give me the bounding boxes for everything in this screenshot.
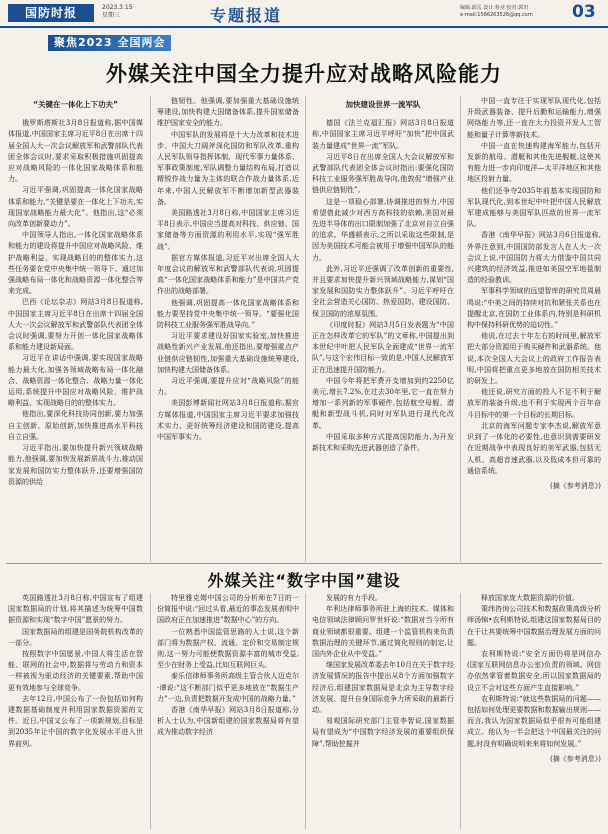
paragraph: 习近平要求建设好国家实验室,加快推进战略性新兴产业发展,他还指出,要增强重点产业链供应链韧性,加强重大基础设施统筹建设,加快构建大国储备体系。 (157, 332, 299, 374)
paragraph: 他们还争夺2035年前基本实现国防和军队现代化,到本世纪中叶把中国人民解放军建成能够与美国军队匹敌的世界一流军队。 (467, 186, 601, 229)
main-headline: 外媒关注中国全力提升应对战略风险能力 (106, 62, 502, 86)
paragraph: 军事科学领域的远望智库的研究员周晨鸣说:“中美之间的持续对抗和紧张关系也在提醒北京,在国防工业体系内,特别是科研机构中保持科研优势的迫切性。” (467, 287, 601, 330)
paragraph: 农利斯特说:“安全方面仍将是网信办(国家互联网信息办公室)负责的领域。网信办依然掌管着数据安全,所以国家数据局的设立不会对这些方面产生直接影响。” (467, 650, 601, 692)
paragraphs (157, 593, 299, 739)
paragraph: 习近平在讲话中强调,要实现国家战略能力最大化,加强各领域战略布局一体化融合、战略资源一体化整合、战略力量一体化运用,系统提升中国应对战略风险、维护战略利益、实现战略目的的整体实力。 (8, 354, 143, 408)
paragraph: 德国《法兰克福汇报》网站3月8日报道称,中国国家主席习近平呼吁“加快”把中国武装力量建成“世界一流”军队。 (312, 119, 454, 150)
newspaper-logo: 国防时报 (8, 4, 94, 22)
second-headline: 外媒关注“数字中国”建设 (207, 571, 401, 590)
issue-date: 2023.3.15 星期三 (102, 4, 133, 19)
paragraphs (157, 96, 299, 443)
paragraph: 此外,习近平还强调了改革创新的重要性,并且要求加快提升新兴领域战略能力,谋划“国家发展和国防实力整体跃升”。习近平呼吁在全社会营造关心国防、热爱国防、建设国防、保卫国防的浓厚氛围。 (312, 264, 454, 318)
paragraph: 国家数据局的组建是国务院机构改革的一部分。 (8, 627, 143, 647)
paragraphs (467, 96, 601, 477)
paragraph: 英国路透社3月8日称,中国宣布了组建国家数据局的计划,将其描述为统筹中国数据资源和实现“数字中国”愿景的努力。 (8, 594, 143, 625)
column-divider (150, 96, 151, 562)
page-header (0, 0, 608, 28)
paragraph: 按照数字中国愿景,中国人将生活在智能、联网的社会中,数据将与劳动力和资本一样被视为驱动经济的关键要素,帮助中国更有效地参与全球竞争。 (8, 650, 143, 692)
paragraphs (312, 593, 454, 750)
section-divider (6, 563, 602, 564)
paragraph: 北京的海军问题专家李杰说,解放军意识到了一体化的必要性,也意识到需要研发在近期战争中表现良好的美军武器,包括无人机、高超音速武器,以及低成本但可靠的通信系统。 (467, 421, 601, 475)
paragraph: 他指出,要深化科技协同创新,要力加强自主创新、原始创新,加快推进高水平科技自立自强。 (8, 410, 143, 441)
topic-banner: 聚焦2023 全国两会 (48, 35, 171, 51)
paragraph: 中国军队的发展将是十大力改革和技术进步。中国大刀阔斧深化国防和军队改革,重构人民军队领导指挥体制、现代军事力量体系、军事政策制度,军队调整力量结构布局,打造以精锐作战力量为主体的联合作战力量体系,近年来,中国人民解放军不断增加新型武器装备。 (157, 130, 299, 206)
paragraph: 中国采取多种方式提高国防能力,为开发新技术和采购先进武器创造了条件。 (312, 432, 454, 453)
paragraph: 俄罗斯塔斯社3月8日报道称,据中国媒体报道,中国国家主席习近平8日在出席十四届全国人大一次会议解放军和武警部队代表团全体会议时,要求采取积极措施巩固提高应对战略风险的一体化国家战略体系和能力。 (8, 119, 143, 184)
source-signature: (摘《参考消息》) (550, 754, 601, 763)
paragraphs (312, 118, 454, 454)
paragraphs (8, 593, 143, 750)
paragraph: 香港《南华早报》网站3月6日报道称,外界注意到,中国国防部发言人在人大一次会议上说,中国国防力将大力借鉴中国共同兴建筑的经济效益,推进如美国空军地毯制造的经验教训。 (467, 231, 601, 285)
paragraph: 释放国家庞大数据资源的价值。 (481, 594, 579, 602)
paragraph: 中国一直专注于实现军队现代化,包括升级武器装备、提升后勤和运输能力,增强网络能力等,还一直在大力投资开发人工智能和量子计算等新技术。 (467, 97, 601, 139)
paragraph: 中国今年将把军费开支增加到约2250亿美元,增长7.2%,在过去30年里,它一直在努力增加一系列新的军事硬件,包括航空母舰、潜艇和新型战斗机,同时对军队进行现代化改革。 (312, 376, 454, 430)
paragraph: 去年12月,中国公布了一份包括如何构建数据基础制度并利用国家数据资源的文件。近日,中国又公布了一项新规划,目标是到2035年让中国的数字化发展水平进入世界前列。 (8, 694, 143, 748)
paragraph: 特里雅克姆中国公司的分析师在7日的一份简报中说:“回过头看,最近的事态发展表明中国政府正在加速推进”数据中心”的方向。 (157, 594, 299, 625)
paragraph: 易观国际研究部门主管李智说,国家数据局有望成为“中国数字经济发展的重要组织保障”,帮助挖掘并 (312, 717, 454, 748)
source-signature: (摘《参考消息》) (550, 481, 601, 490)
paragraph: 他强调,巩固提高一体化国家战略体系和能力要坚持党中央集中统一领导。“要强化国防科技工业服务强军胜战导向。” (157, 298, 299, 330)
paragraph: 发展的有力手段。 (326, 594, 382, 602)
article2-col1 (8, 593, 143, 829)
article2-col2 (157, 593, 299, 829)
paragraph: 香港《南华早报》网站3月8日报道称,分析人士认为,中国新组建的国家数据局将有望成为推动数字经济 (157, 706, 299, 737)
paragraph: 美国路透社3月8日称,中国国家主席习近平8日表示,中国应当提高对科技、供应链、国家储备等方面资源的利用水平,实现“强军胜战”。 (157, 209, 299, 251)
paragraph: 中国领导人指出,一体化国家战略体系和能力的建设将提升中国应对战略风险、维护战略利益、实现战略目的的整体实力,这些任务要在党中央集中统一领导下、通过加强战略布局一体化和战略资源一体化整合等来完成。 (8, 231, 143, 296)
paragraph: 策纬咨询公司技术和数据政策高级分析师汤锦•农利斯特说,组建这国家数据局目的在于让其要统筹中国数据治理发展方面的问题。 (467, 605, 601, 647)
article1-col1 (8, 96, 143, 562)
paragraph: 农利斯特说:“就这些数据局的问题——包括如何处理更要数据和数据输出规则——而言,我认为国家数据局似乎很有可能组建成立。他认为一半会把这个中国最关注的问题,时没有明确说明来来将如何发展。” (467, 694, 601, 748)
subhead: 加快建设世界一流军队 (345, 100, 421, 109)
article1-col2 (157, 96, 299, 562)
paragraph: 一位熟悉中国监管思路的人士说,这个新部门将为数据产权、流通、定价和交易制定规则,这一努力可能使数据资源丰富的城市受益,至少在财务上受益,比如互联网巨头。 (157, 627, 299, 670)
paragraph: 链韧性。他强调,要加强重大基础设施统筹建设,加快构建大国储备体系,提升国家储备维护国家安全的能力。 (157, 97, 299, 128)
section-title: 专题报道 (210, 6, 283, 25)
paragraph: 美国彭博新闻社网站3月8日报道称,据官方媒体报道,中国国家主席习近平要求加强技术实力、更好统筹经济建设和国防建设,提高中国军事实力。 (157, 399, 299, 442)
paragraphs (467, 593, 601, 750)
editor-credits: 编辑:邱岳 设计:检业 校对:郭田 e-mail:1586263526@qq.com (460, 5, 533, 18)
article1-col3 (312, 96, 454, 562)
paragraph: 他说,在过去十年左右的时间里,解放军把大部分资源用于购买硬件和武器系统。他说,本次全国人大会议上的政府工作报告表明,中国将把重点更多地放在国防相关技术的研发上。 (467, 332, 601, 386)
paragraph: 习近平8日在出席全国人大会议解放军和武警部队代表团全体会议时指出:要强化国防科技工业服务强军胜战导向,他敦促“增强产业链供应链韧性”。 (312, 152, 454, 195)
article1-col4 (467, 96, 601, 562)
paragraph: 中国一直在快速构建海军能力,包括开发新的航母、潜艇和其他先进舰艇,这使其有能力进一步向印度洋—太平洋地区和其他地区投射力量。 (467, 141, 601, 184)
subhead: “关键在一体化上下功夫” (33, 100, 118, 109)
article2-col4 (467, 593, 601, 829)
column-divider (150, 593, 151, 829)
paragraph: 他还说,研究方面的投入不足不利于解放军的装备升级,也不利于实现两个百年奋斗目标中的第一个目标的长期目标。 (467, 388, 601, 419)
paragraph: 巴西《论坛杂志》网站3月8日报道称,中国国家主席习近平8日在出席十四届全国人大一次会议解放军和武警部队代表团全体会议时强调,要努力开创一体化国家战略体系和能力建设新局面。 (8, 298, 143, 352)
paragraph: 《印度时报》网站3月5日发表题为“中国正在怎样改革它的军队”的文章称,中国提出到本世纪中叶把人民军队全面建成“世界一流军队”,与这个宏伟目标一致的是,中国人民解放军正在迅速提升国防能力。 (312, 320, 454, 374)
paragraph: 年利达律师事务所驻上海的技术、媒体和电信领域法律顾问罗世轩说:“数据对当今所有商业领域都很重要。组建一个监管机构来负责数据治理的关键环节,通过简化规则的制定,让国内外企业从中受益。” (312, 605, 454, 659)
paragraph: 这是一项稳心部署,协调推进的努力,中国希望借此减少对西方高科技的依赖,美国对最先进半导体的出口限制加强了北京对自立自强的追求。华盛顿表示,之所以采取这些限制,是因为美国技术可能会被用于增强中国军队的能力。 (312, 197, 454, 262)
column-divider (305, 96, 306, 562)
page-number: 03 (572, 2, 596, 22)
paragraph: 泰乐信律师事务所高级主管合伙人迈克尔·谭说:“这不断部门似乎更多地放在“数据生产力”一边,负责把数据开发成中国的战略力量。” (157, 672, 299, 703)
paragraphs (8, 118, 143, 488)
paragraph: 习近平强调,要提升应对“战略风险”的能力。 (157, 377, 299, 397)
paragraph: 习近平强调,巩固提高一体化国家战略体系和能力,“关键是要在一体化上下功夫,实现国家战略能力最大化”。他指出,这“必须向改革创新要动力”。 (8, 186, 143, 229)
paragraph: 继国家发展改革委去年10月在关于数字经济发展情况的报告中提出从8个方面加强数字经济后,组建国家数据局是北京为主导数字经济发展、提升自身国际竞争力所采取的最新行动。 (312, 661, 454, 715)
column-divider (305, 593, 306, 829)
paragraph: 据官方媒体报道,习近平对出席全国人大年度会议的解放军和武警部队代表说,巩固提高“一体化国家战略体系和能力”是中国共产党作出的战略部署。 (157, 253, 299, 296)
column-divider (460, 96, 461, 562)
column-divider (460, 593, 461, 829)
article2-col3 (312, 593, 454, 829)
paragraph: 习近平指出,要加快提升新兴领域战略能力,他强调,要加快发展新质战斗力,推动国家发展和国防实力整体跃升,还要增强国防资源的供给 (8, 444, 143, 486)
